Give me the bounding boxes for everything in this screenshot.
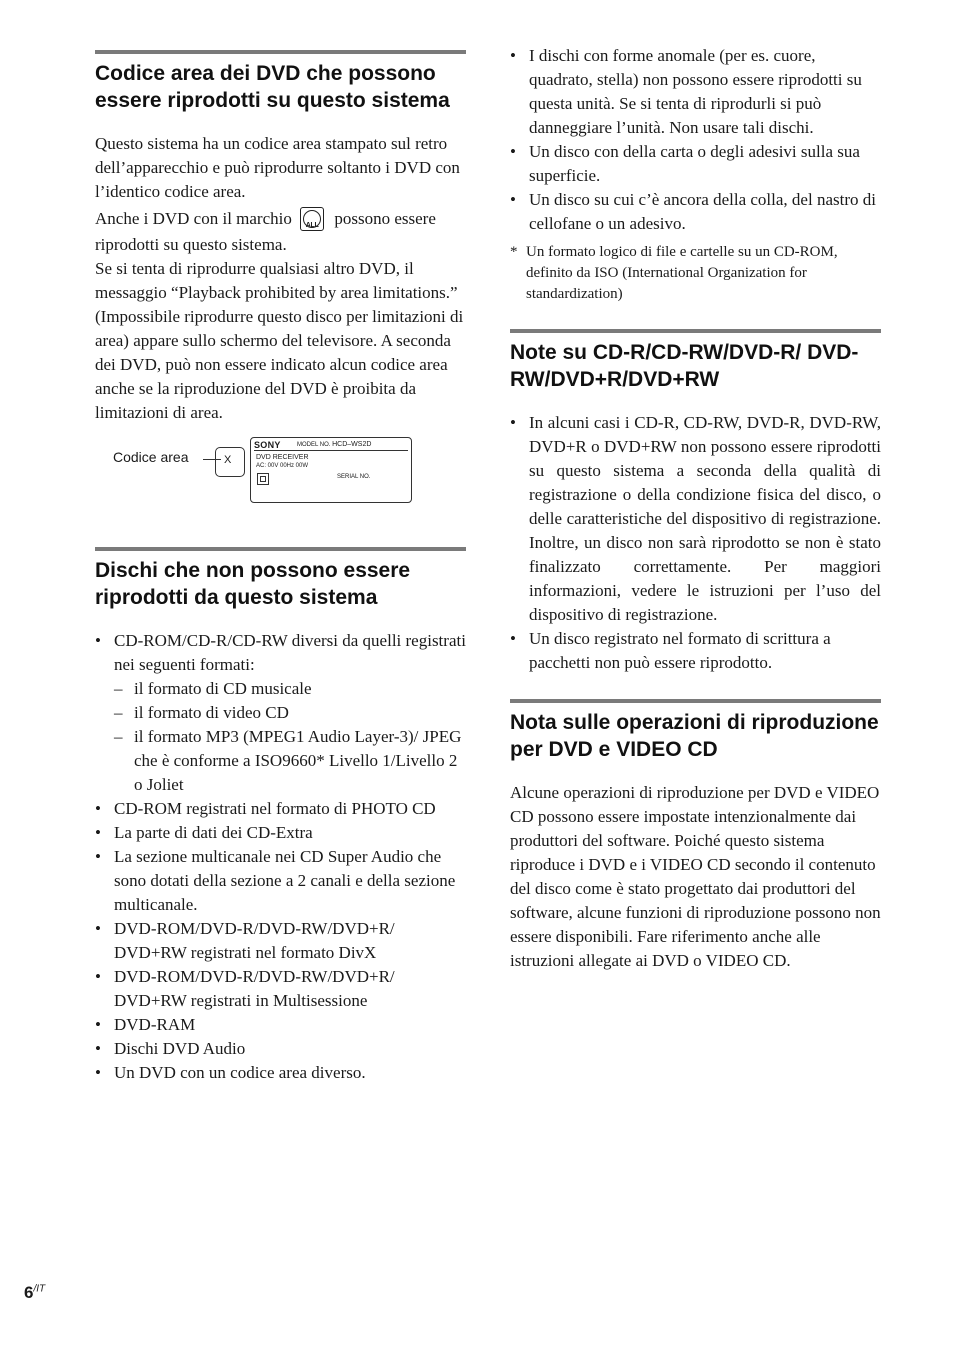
section-rule xyxy=(510,329,881,333)
bullet-list xyxy=(510,411,881,675)
section-rule xyxy=(510,699,881,703)
paragraph: Se si tenta di riprodurre qualsiasi altro DVD, il messaggio “Playback prohibited by area limitations.” (Impossibile riprodurre questo disco per limitazioni di area) appare sullo schermo del televisore. A seconda dei DVD, può non essere indicato alcun codice area anche se la riproduzione del DVD è proibita da limitazioni di area. xyxy=(95,259,464,423)
list-item: • DVD-ROM/DVD-R/DVD-RW/DVD+R/ DVD+RW registrati nel formato DivX xyxy=(95,917,466,965)
text-span: Anche i DVD con il marchio xyxy=(95,209,292,228)
section-playback-operations xyxy=(510,699,881,973)
section-title: Note su CD-R/CD-RW/DVD-R/ DVD-RW/DVD+R/DVD+RW xyxy=(510,341,859,391)
list-item: • Un DVD con un codice area diverso. xyxy=(95,1061,466,1085)
paragraph-all-mark xyxy=(95,207,466,257)
section-unplayable-discs xyxy=(95,547,466,1085)
list-item: • Un disco registrato nel formato di scrittura a pacchetti non può essere riprodotto. xyxy=(510,627,881,675)
list-item: – il formato di CD musicale xyxy=(114,677,466,701)
plate-power: AC: 00V 00Hz 00W xyxy=(256,463,309,470)
list-item: • Un disco con della carta o degli adesivi sulla sua superficie. xyxy=(510,140,881,188)
list-item: • CD-ROM registrati nel formato di PHOTO CD xyxy=(95,797,466,821)
double-insulation-icon xyxy=(257,473,269,485)
plate-product: DVD RECEIVER xyxy=(256,454,309,462)
section-title: Dischi che non possono essere riprodotti da questo sistema xyxy=(95,559,411,610)
list-item-text: CD-ROM/CD-R/CD-RW diversi da quelli registrati nei seguenti formati: xyxy=(114,631,466,675)
bullet-list-continued xyxy=(510,44,881,236)
list-item xyxy=(95,629,466,797)
list-item: • La parte di dati dei CD-Extra xyxy=(95,821,466,845)
list-item: – il formato di video CD xyxy=(114,701,466,725)
list-item: • DVD-ROM/DVD-R/DVD-RW/DVD+R/ DVD+RW registrati in Multisessione xyxy=(95,965,466,1013)
footnote xyxy=(510,242,881,305)
section-rule xyxy=(95,547,466,551)
list-item: • La sezione multicanale nei CD Super Audio che sono dotati della sezione a 2 canali e della sezione multicanale. xyxy=(95,845,466,917)
bullet-list xyxy=(95,629,466,1085)
section-rule xyxy=(95,50,466,54)
language-code: /IT xyxy=(33,1283,46,1295)
section-recordable-discs xyxy=(510,329,881,675)
section-title: Codice area dei DVD che possono essere riprodotti su questo sistema xyxy=(95,62,450,112)
section-title: Nota sulle operazioni di riproduzione per DVD e VIDEO CD xyxy=(510,711,879,761)
rating-plate xyxy=(250,437,412,503)
brand-logo: SONY xyxy=(254,440,281,451)
paragraph: Questo sistema ha un codice area stampato sul retro dell’apparecchio e può riprodurre soltanto i DVD con l’identico codice area. xyxy=(95,134,460,201)
model-label: MODEL NO. xyxy=(297,442,331,449)
footnote-text: Un formato logico di file e cartelle su un CD-ROM, definito da ISO (International Organization for standardization) xyxy=(526,244,838,302)
section-area-code xyxy=(95,50,466,529)
plate-serial: SERIAL NO. xyxy=(337,474,371,481)
text-span: possono essere riprodotti su questo sistema. xyxy=(95,209,436,255)
list-item: – il formato MP3 (MPEG1 Audio Layer-3)/ JPEG che è conforme a ISO9660* Livello 1/Livello 2 o Joliet xyxy=(114,725,466,797)
list-item: • Un disco su cui c’è ancora della colla, del nastro di cellofane o un adesivo. xyxy=(510,188,881,236)
plate-rule xyxy=(254,450,408,451)
area-code-value: X xyxy=(224,454,232,467)
page-number-value: 6 xyxy=(24,1283,34,1302)
all-icon-label: ALL xyxy=(305,222,319,230)
list-item: • DVD-RAM xyxy=(95,1013,466,1037)
model-info xyxy=(297,441,371,448)
paragraph: Alcune operazioni di riproduzione per DVD e VIDEO CD possono essere impostate intenzionalmente dai produttori del software. Poiché questo sistema riproduce i DVD e i VIDEO CD secondo il contenuto del disco come è stato progettato dai produttori del software, alcune funzioni di riproduzione possono non essere disponibili. Fare riferimento anche alle istruzioni allegate ai DVD o VIDEO CD. xyxy=(510,783,881,970)
figure-caption: Codice area xyxy=(113,449,189,466)
list-item: • I dischi con forme anomale (per es. cuore, quadrato, stella) non possono essere riprodotti su questa unità. Se si tenta di riprodurli si può danneggiare l’unità. Non usare tali dischi. xyxy=(510,44,881,140)
language-label: IT xyxy=(36,1283,46,1295)
right-column xyxy=(510,44,881,973)
left-column xyxy=(95,50,466,1085)
dash-list xyxy=(114,677,466,797)
area-code-label-figure xyxy=(95,437,466,529)
list-item: • Dischi DVD Audio xyxy=(95,1037,466,1061)
model-number: HCD–WS2D xyxy=(332,441,372,449)
page-number xyxy=(24,1283,45,1303)
all-region-icon xyxy=(300,207,324,231)
list-item: • In alcuni casi i CD-R, CD-RW, DVD-R, DVD-RW, DVD+R o DVD+RW non possono essere riprodotti su questo sistema a seconda della qualità di registrazione o della condizione fisica del disco, o delle caratteristiche del dispositivo di registrazione. Inoltre, un disco non sarà riprodotto se non è stato finalizzato correttamente. Per maggiori informazioni, vedere le istruzioni per l’uso del dispositivo di registrazione. xyxy=(510,411,881,627)
footnote-mark: * xyxy=(510,244,518,260)
